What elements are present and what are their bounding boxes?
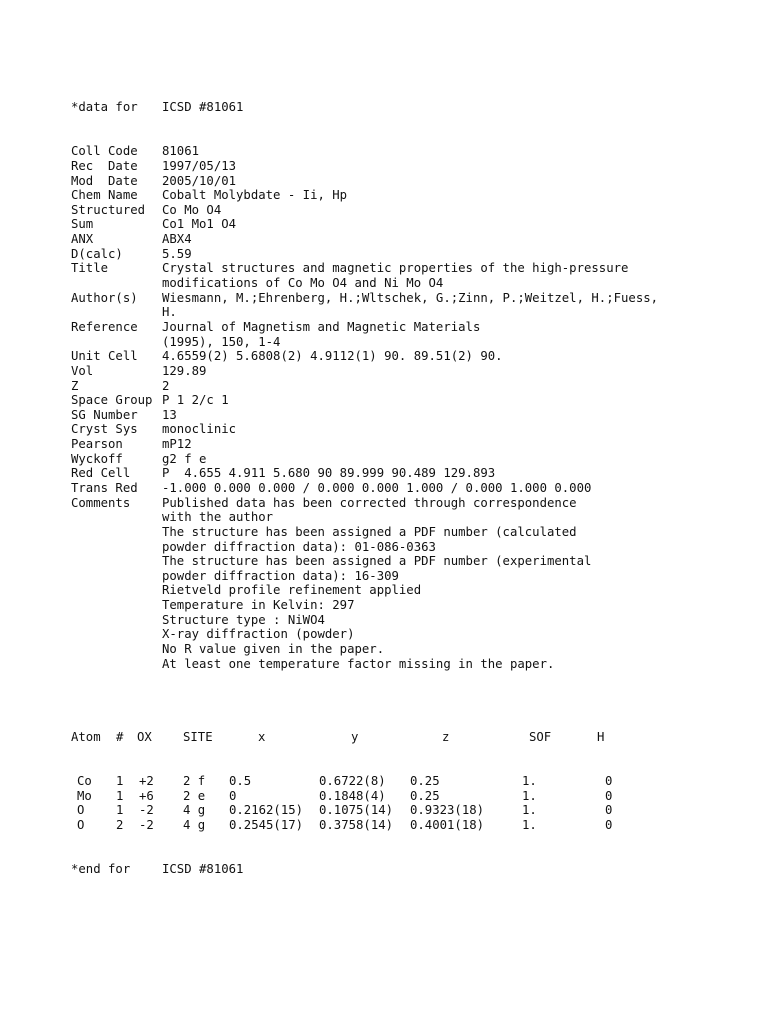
icsd-record — [71, 71, 658, 891]
field-value: 129.89 — [162, 363, 207, 378]
atom-table-header-cell: y — [351, 729, 359, 744]
field-key: Vol — [71, 363, 94, 378]
field-value: Temperature in Kelvin: 297 — [162, 598, 355, 613]
atom-cell: 0.25 — [410, 773, 440, 788]
field-value: monoclinic — [162, 422, 237, 437]
field-value: Journal of Magnetism and Magnetic Materials — [162, 319, 481, 334]
field-value: Co1 Mo1 O4 — [162, 217, 237, 232]
field-key: ANX — [71, 232, 94, 247]
field-row — [71, 203, 658, 218]
field-value: 4.6559(2) 5.6808(2) 4.9112(1) 90. 89.51(2) 90. — [162, 349, 503, 364]
field-value: 81061 — [162, 144, 200, 159]
atom-table-header-cell: SOF — [529, 729, 552, 744]
atom-cell: +6 — [139, 788, 154, 803]
atom-cell: +2 — [139, 773, 154, 788]
field-value: At least one temperature factor missing in the paper. — [162, 656, 555, 671]
field-value: The structure has been assigned a PDF number (experimental — [162, 554, 592, 569]
field-row — [71, 554, 658, 569]
field-value: No R value given in the paper. — [162, 642, 385, 657]
field-value: with the author — [162, 510, 274, 525]
field-value: The structure has been assigned a PDF number (calculated — [162, 524, 577, 539]
record-footer-key: *end for — [71, 861, 131, 876]
field-value: H. — [162, 305, 177, 320]
atom-cell: 1. — [522, 803, 537, 818]
field-value: -1.000 0.000 0.000 / 0.000 0.000 1.000 / 0.000 1.000 0.000 — [162, 481, 592, 495]
field-value: Wiesmann, M.;Ehrenberg, H.;Wltschek, G.;Zinn, P.;Weitzel, H.;Fuess, — [162, 290, 659, 305]
field-key: Red Cell — [71, 466, 131, 481]
atom-table-header-cell: SITE — [183, 729, 213, 744]
atom-cell: 0 — [605, 803, 613, 818]
record-header-value: ICSD #81061 — [162, 100, 244, 115]
field-key: Cryst Sys — [71, 422, 138, 437]
field-key: Title — [71, 261, 109, 276]
atom-cell: O — [77, 803, 85, 818]
field-row — [71, 613, 658, 628]
atom-cell: Mo — [77, 788, 92, 803]
field-row — [71, 247, 658, 262]
field-value: Co Mo O4 — [162, 202, 222, 217]
record-header — [71, 100, 658, 115]
field-row — [71, 642, 658, 657]
field-row — [71, 437, 658, 452]
field-value: 1997/05/13 — [162, 158, 237, 173]
atom-row — [71, 774, 658, 789]
record-footer — [71, 862, 658, 877]
field-value: Cobalt Molybdate - Ii, Hp — [162, 188, 348, 203]
field-row — [71, 422, 658, 437]
atom-cell: -2 — [139, 817, 154, 832]
field-key: Mod Date — [71, 173, 138, 188]
atom-cell: 0 — [605, 788, 613, 803]
atom-cell: 0 — [605, 773, 613, 788]
field-row — [71, 159, 658, 174]
atom-cell: 1 — [116, 803, 124, 818]
field-row — [71, 510, 658, 525]
atom-cell: 1 — [116, 773, 124, 788]
atom-cell: 0.1848(4) — [319, 788, 386, 803]
record-header-key: *data for — [71, 100, 138, 115]
field-row — [71, 408, 658, 423]
atom-cell: 0.6722(8) — [319, 773, 386, 788]
field-row — [71, 261, 658, 276]
field-row — [71, 291, 658, 306]
atom-row — [71, 803, 658, 818]
field-row — [71, 335, 658, 350]
atom-cell: 0 — [605, 817, 613, 832]
field-row — [71, 452, 658, 467]
field-value: X-ray diffraction (powder) — [162, 627, 355, 642]
atom-cell: 0.9323(18) — [410, 803, 485, 818]
field-key: Comments — [71, 495, 131, 510]
field-row — [71, 525, 658, 540]
field-value: Published data has been corrected through correspondence — [162, 495, 577, 510]
atom-cell: O — [77, 817, 85, 832]
atom-cell: 0.2545(17) — [229, 817, 304, 832]
field-value: P 4.655 4.911 5.680 90 89.999 90.489 129.893 — [162, 466, 496, 481]
atom-cell: 0.1075(14) — [319, 803, 394, 818]
field-key: D(calc) — [71, 246, 123, 261]
field-key: Z — [71, 378, 79, 393]
atom-cell: 1. — [522, 773, 537, 788]
field-key: Pearson — [71, 437, 123, 452]
field-value: Crystal structures and magnetic properties of the high-pressure — [162, 261, 629, 276]
field-row — [71, 232, 658, 247]
field-value: Rietveld profile refinement applied — [162, 583, 422, 598]
atom-cell: 2 — [116, 817, 124, 832]
field-row — [71, 349, 658, 364]
field-row — [71, 320, 658, 335]
atom-row — [71, 818, 658, 833]
atom-cell: 2 f — [183, 773, 206, 788]
atom-table-header-cell: Atom — [71, 729, 101, 744]
field-row — [71, 496, 658, 511]
field-row — [71, 217, 658, 232]
atom-cell: Co — [77, 773, 92, 788]
field-row — [71, 305, 658, 320]
field-key: Structured — [71, 202, 146, 217]
field-value: powder diffraction data): 01-086-0363 — [162, 539, 436, 554]
atom-table-header-cell: H — [597, 729, 605, 744]
atom-cell: 4 g — [183, 803, 206, 818]
field-value: ABX4 — [162, 232, 192, 247]
field-value: Structure type : NiWO4 — [162, 612, 325, 627]
field-row — [71, 583, 658, 598]
atom-cell: 1. — [522, 788, 537, 803]
field-row — [71, 540, 658, 555]
field-key: Sum — [71, 217, 94, 232]
field-key: Author(s) — [71, 290, 138, 305]
atom-row — [71, 789, 658, 804]
field-value: 2 — [162, 378, 170, 393]
field-key: Unit Cell — [71, 349, 138, 364]
field-row — [71, 466, 658, 481]
atom-table-header-cell: x — [258, 729, 266, 744]
record-footer-value: ICSD #81061 — [162, 861, 244, 876]
atom-cell: 1 — [116, 788, 124, 803]
field-row — [71, 144, 658, 159]
field-row — [71, 393, 658, 408]
atom-table — [71, 701, 658, 833]
field-key: Wyckoff — [71, 451, 123, 466]
atom-cell: 4 g — [183, 817, 206, 832]
field-key: Rec Date — [71, 158, 138, 173]
atom-table-header — [71, 730, 658, 745]
atom-cell: 0.3758(14) — [319, 817, 394, 832]
field-row — [71, 627, 658, 642]
field-value: g2 f e — [162, 451, 207, 466]
field-row — [71, 569, 658, 584]
field-value: powder diffraction data): 16-309 — [162, 568, 399, 583]
field-key: Coll Code — [71, 144, 138, 159]
field-row — [71, 364, 658, 379]
field-row — [71, 657, 658, 672]
atom-cell: 0.4001(18) — [410, 817, 485, 832]
field-value: (1995), 150, 1-4 — [162, 334, 281, 349]
atom-table-header-cell: # — [116, 729, 124, 744]
field-value: 13 — [162, 407, 177, 422]
atom-table-header-cell: OX — [137, 729, 152, 744]
field-key: Space Group — [71, 393, 153, 408]
field-row — [71, 379, 658, 394]
field-value: P 1 2/c 1 — [162, 393, 229, 408]
field-row — [71, 276, 658, 291]
atom-cell: 0 — [229, 788, 237, 803]
atom-table-header-cell: z — [442, 729, 450, 744]
field-row — [71, 174, 658, 189]
field-value: mP12 — [162, 437, 192, 452]
atom-cell: 1. — [522, 817, 537, 832]
record-fields — [71, 144, 658, 671]
field-key: Chem Name — [71, 188, 138, 203]
field-key: Reference — [71, 319, 138, 334]
field-row — [71, 188, 658, 203]
atom-cell: 0.2162(15) — [229, 803, 304, 818]
field-row — [71, 598, 658, 613]
atom-cell: 0.5 — [229, 773, 252, 788]
field-row — [71, 481, 658, 496]
field-value: 5.59 — [162, 246, 192, 261]
atom-cell: -2 — [139, 803, 154, 818]
field-value: modifications of Co Mo O4 and Ni Mo O4 — [162, 276, 444, 291]
field-value: 2005/10/01 — [162, 173, 237, 188]
atom-cell: 0.25 — [410, 788, 440, 803]
field-key: Trans Red — [71, 481, 138, 495]
atom-cell: 2 e — [183, 788, 206, 803]
field-key: SG Number — [71, 407, 138, 422]
